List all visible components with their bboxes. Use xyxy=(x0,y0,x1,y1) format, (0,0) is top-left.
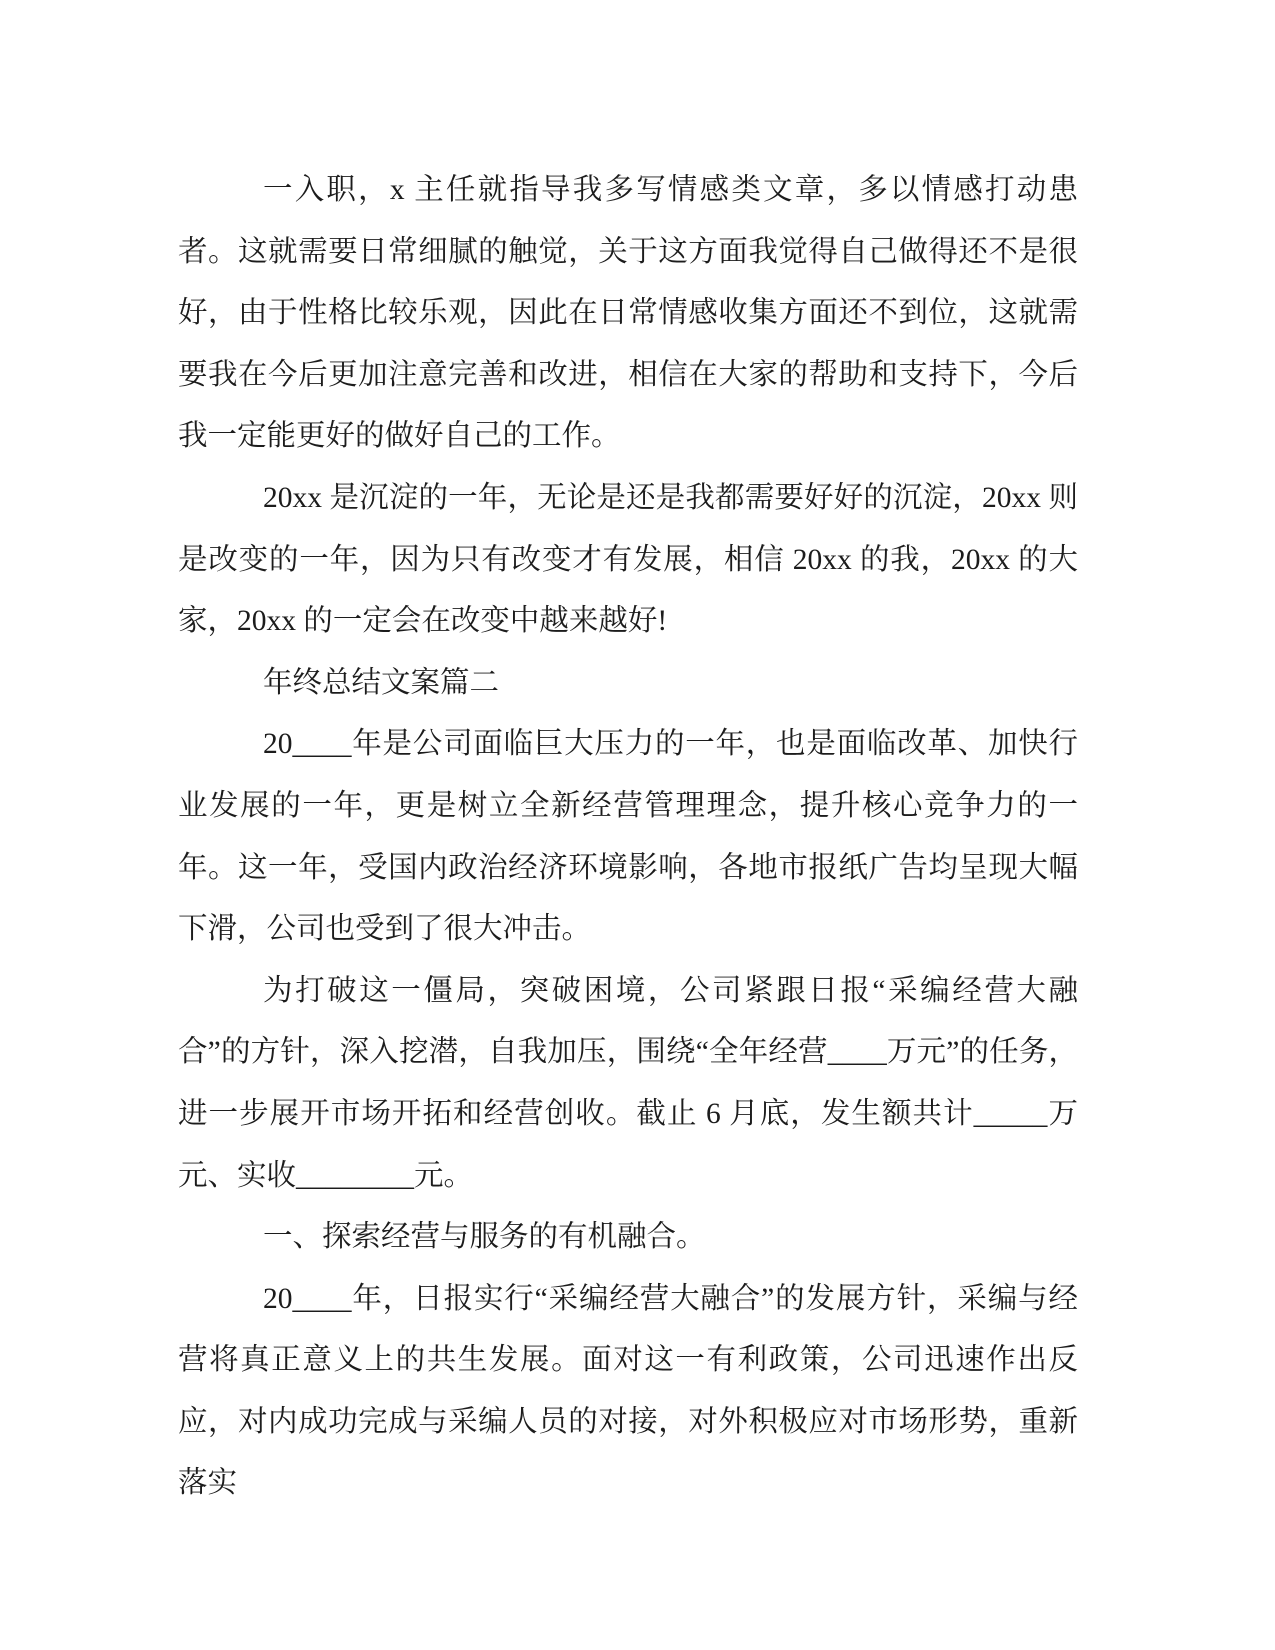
section-heading-part-two: 年终总结文案篇二 xyxy=(263,666,500,699)
paragraph-self-reflection: 一入职，x 主任就指导我多写情感类文章，多以情感打动患者。这就需要日常细腻的触觉，关于这方面我觉得自己做得还不是很好，由于性格比较乐观，因此在日常情感收集方面还不到位，这就需要我在今后更加注意完善和改进，相信在大家的帮助和支持下，今后我一定能更好的做好自己的工作。 xyxy=(178,174,1078,453)
paragraph-company-pressure: 20____年是公司面临巨大压力的一年，也是面临改革、加快行业发展的一年，更是树立全新经营管理理念，提升核心竞争力的一年。这一年，受国内政治经济环境影响，各地市报纸广告均呈现大幅下滑，公司也受到了很大冲击。 xyxy=(178,728,1078,946)
paragraph-breaking-deadlock: 为打破这一僵局，突破困境，公司紧跟日报“采编经营大融合”的方针，深入挖潜，自我加压，围绕“全年经营____万元”的任务，进一步展开市场开拓和经营创收。截止 6 月底，发生额共计_____万元、实收________元。 xyxy=(178,974,1078,1192)
document-body xyxy=(178,160,1078,1515)
paragraph-integration-policy: 20____年，日报实行“采编经营大融合”的发展方针，采编与经营将真正意义上的共生发展。面对这一有利政策，公司迅速作出反应，对内成功完成与采编人员的对接，对外积极应对市场形势，重新落实 xyxy=(178,1282,1078,1500)
paragraph-year-outlook: 20xx 是沉淀的一年，无论是还是我都需要好好的沉淀，20xx 则是改变的一年，因为只有改变才有发展，相信 20xx 的我，20xx 的大家，20xx 的一定会在改变中越来越好! xyxy=(178,481,1078,638)
list-heading-item-one: 一、探索经营与服务的有机融合。 xyxy=(263,1221,706,1254)
